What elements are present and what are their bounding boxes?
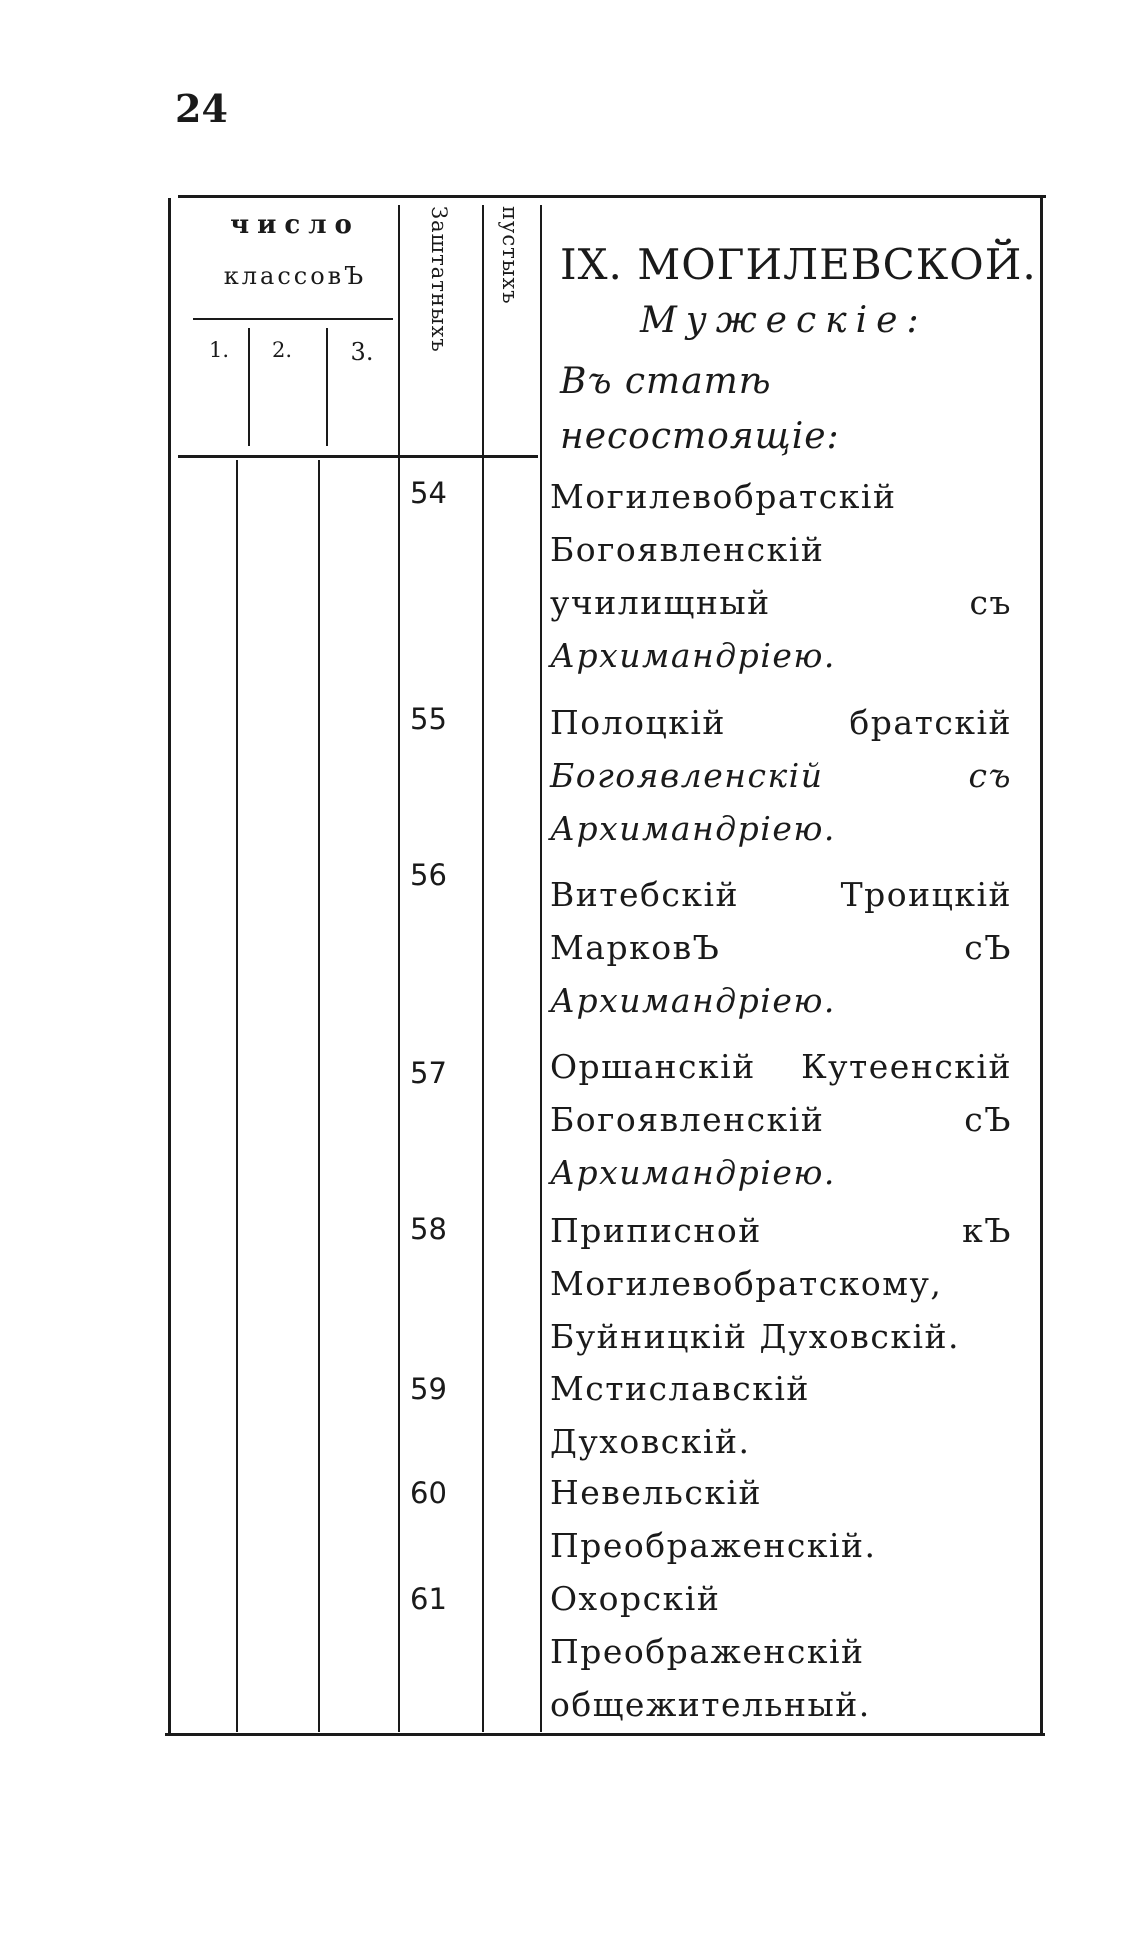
page-number: 24 [175, 86, 228, 131]
entry-number: 57 [410, 1056, 447, 1090]
supernumerary-column-header: Заштатныхъ [427, 206, 451, 353]
table-right-border [1040, 198, 1043, 1734]
class-number-1: 1. [208, 338, 230, 362]
section-title: IX. МОГИЛЕВСКОЙ. [560, 240, 1037, 289]
supernumerary-column-rule [482, 205, 484, 1732]
entry-name: Могилевобратскій Богоявленскій училищный съ [550, 477, 1012, 622]
class-2-column-rule [318, 460, 320, 1732]
entry-text [550, 1466, 1012, 1572]
class-count-label-line-1: число [230, 210, 360, 240]
table-bottom-rule [165, 1733, 1045, 1736]
table-top-rule [178, 195, 1046, 198]
class-number-2: 2. [271, 338, 293, 362]
class-header-rule-2 [326, 328, 328, 446]
entry-name: Невельскій Преображенскій. [550, 1473, 877, 1565]
entry-text [550, 1040, 1012, 1199]
entry-text [550, 470, 1012, 682]
class-header-rule-1 [248, 328, 250, 446]
entry-title-italic: Архимандріею. [550, 636, 836, 675]
class-group-right-rule [398, 205, 400, 1732]
class-header-divider-rule [193, 318, 393, 320]
entry-title-italic: Богоявленскій съ Архимандріею. [550, 756, 1012, 848]
class-1-column-rule [236, 460, 238, 1732]
entry-name: Приписной кЪ Могилевобратскому, Буйницкій Духовскій. [550, 1211, 1012, 1356]
class-number-3: 3. [350, 338, 374, 366]
entry-text [550, 1362, 1012, 1468]
entry-number: 56 [410, 858, 447, 892]
entry-number: 60 [410, 1476, 447, 1510]
entry-number: 59 [410, 1372, 447, 1406]
entry-name: Оршанскій Кутеенскій Богоявленскій сЪ [550, 1047, 1012, 1139]
entry-text [550, 1204, 1012, 1363]
table-left-border [168, 198, 171, 1734]
entry-title-italic: Архимандріею. [550, 1153, 836, 1192]
section-subtitle: Мужескіе: [640, 300, 928, 341]
entry-name: Витебскій Троицкій МарковЪ сЪ [550, 875, 1012, 967]
entry-title-italic: Архимандріею. [550, 981, 836, 1020]
class-count-label-line-2: классовЪ [223, 262, 367, 290]
entry-text [550, 868, 1012, 1027]
entry-number: 55 [410, 702, 447, 736]
entry-name: Полоцкій братскій [550, 703, 1012, 742]
section-category: Въ статѣ несостоящіе: [560, 361, 840, 457]
entry-text [550, 696, 1012, 855]
empty-column-header: пустыхъ [498, 206, 522, 305]
entry-name: Мстиславскій Духовскій. [550, 1369, 810, 1461]
entry-number: 58 [410, 1212, 447, 1246]
table-header-bottom-rule [178, 455, 538, 458]
entry-number: 61 [410, 1582, 447, 1616]
empty-column-rule [540, 205, 542, 1732]
entry-name: Охорскій Преображенскій общежительный. [550, 1579, 871, 1724]
entry-text [550, 1572, 1012, 1731]
entry-number: 54 [410, 476, 447, 510]
